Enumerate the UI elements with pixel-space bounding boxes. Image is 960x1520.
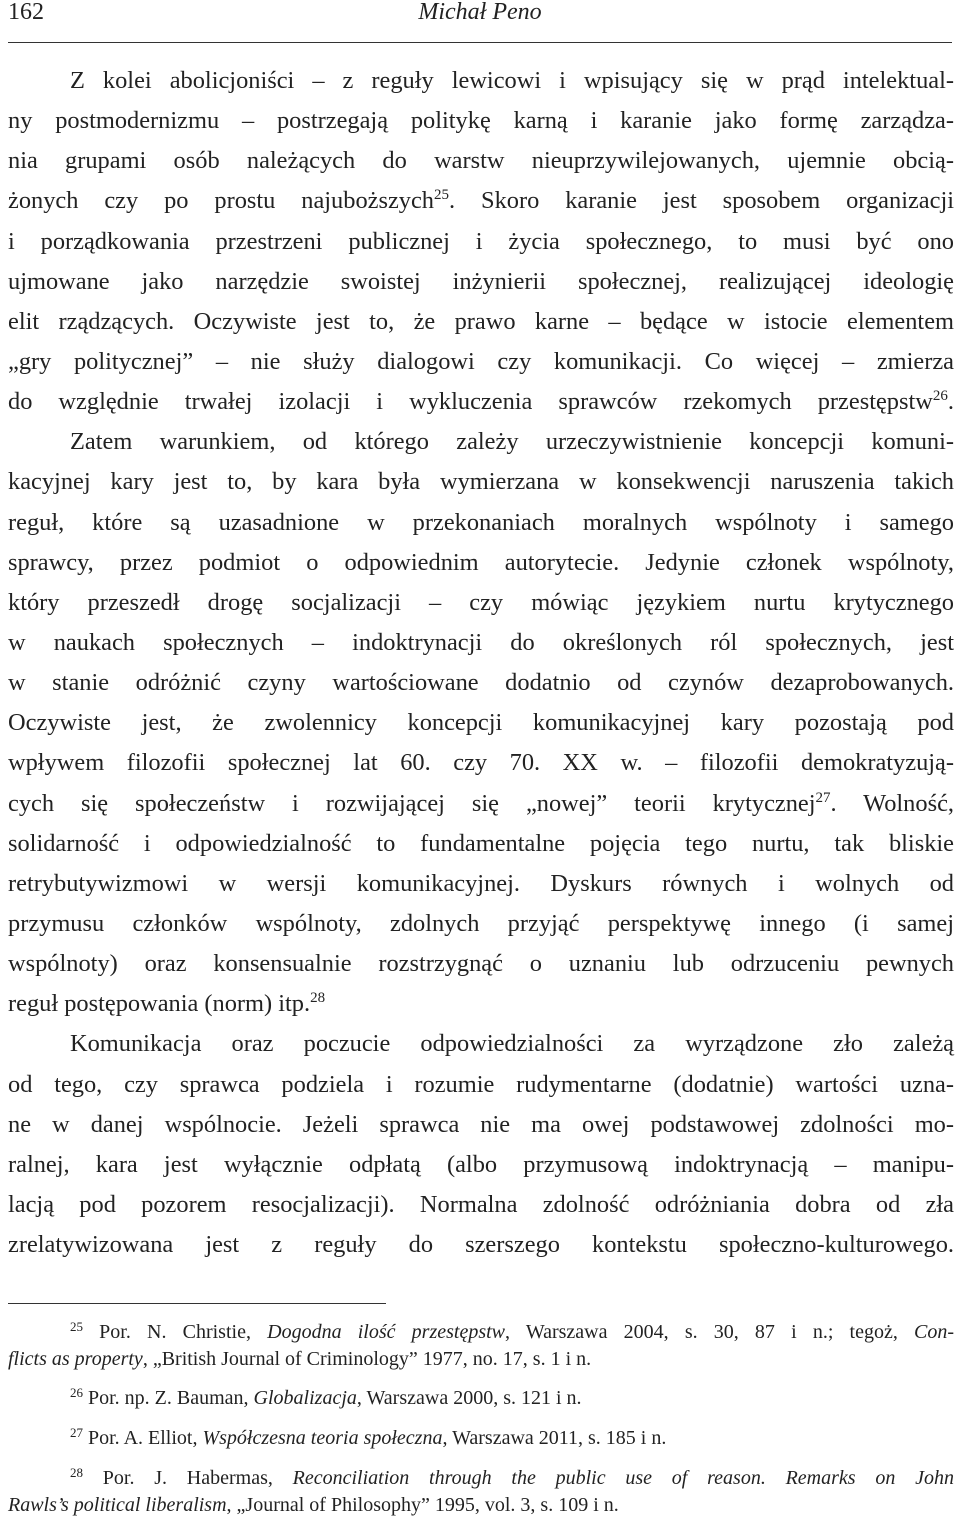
cited-title: Reconciliation through the public use of reason. Remarks on John xyxy=(292,1467,954,1489)
footnote-line xyxy=(8,1385,954,1412)
text-line: wpływem filozofii społecznej lat 60. czy 70. XX w. – filozofii demokratyzują- xyxy=(8,749,954,777)
footnote-text: , Warszawa 2000, s. 121 i n. xyxy=(356,1387,582,1409)
running-head: Michał Peno xyxy=(418,0,542,25)
text-line: ny postmodernizmu – postrzegają politykę karną i karanie jako formę zarządza- xyxy=(8,107,954,135)
footnote-separator xyxy=(8,1303,386,1304)
text-line: lacją pod pozorem resocjalizacji). Normalna zdolność odróżniania dobra od zła xyxy=(8,1190,954,1218)
footnote-number: 28 xyxy=(70,1465,83,1480)
text-line: Z kolei abolicjoniści – z reguły lewicowi i wpisujący się w prąd intelektual- xyxy=(70,67,954,94)
text-line: „gry politycznej” – nie służy dialogowi czy komunikacji. Co więcej – zmierza xyxy=(8,347,954,375)
footnote-ref: 27 xyxy=(815,789,831,806)
text-line: nia grupami osób należących do warstw nieuprzywilejowanych, ujemnie obcią- xyxy=(8,147,954,175)
text-line: solidarność i odpowiedzialność to fundamentalne pojęcia tego nurtu, tak bliskie xyxy=(8,829,954,857)
footnote-number: 25 xyxy=(70,1319,83,1334)
cited-title: flicts as property xyxy=(8,1348,143,1370)
text-line: reguł postępowania (norm) itp.$^{28}$ xyxy=(8,990,326,1018)
footnote-line xyxy=(8,1319,954,1346)
footnote-line xyxy=(8,1346,954,1373)
body-text xyxy=(8,61,954,1265)
footnote-ref: 28 xyxy=(310,990,326,1007)
text-line: ne w danej wspólnocie. Jeżeli sprawca nie ma owej podstawowej zdolności mo- xyxy=(8,1110,954,1138)
text-line: do względnie trwałej izolacji i wykluczenia sprawców rzekomych przestępstw$^{26}$. xyxy=(8,388,954,416)
footnote-text: , „British Journal of Criminology” 1977, no. 17, s. 1 i n. xyxy=(142,1348,592,1370)
text-line: ralnej, kara jest wyłącznie odpłatą (albo przymusową indoktrynacją – manipu- xyxy=(8,1150,954,1178)
text-line: w stanie odróżnić czyny wartościowane dodatnio od czynów dezaprobowanych. xyxy=(8,669,954,697)
page-number: 162 xyxy=(8,0,44,25)
page-header xyxy=(8,0,952,43)
cited-title: Con- xyxy=(914,1321,955,1343)
cited-title: Globalizacja xyxy=(253,1387,357,1409)
text-line: Zatem warunkiem, od którego zależy urzeczywistnienie koncepcji komuni- xyxy=(70,428,954,456)
cited-title: Współczesna teoria społeczna xyxy=(202,1427,443,1449)
text-line: reguł, które są uzasadnione w przekonaniach moralnych wspólnoty i samego xyxy=(8,508,954,536)
text-line: ujmowane jako narzędzie swoistej inżynierii społecznej, realizującej ideologię xyxy=(8,267,954,295)
text-line: w naukach społecznych – indoktrynacji do określonych ról społecznych, jest xyxy=(8,628,954,656)
footnote-text: , Warszawa 2004, s. 30, 87 i n.; tegoż, xyxy=(505,1321,915,1343)
text-line: zrelatywizowana jest z reguły do szerszego kontekstu społeczno-kulturowego. xyxy=(8,1231,954,1259)
footnote-line xyxy=(8,1425,954,1452)
text-line: przymusu członków wspólnoty, zdolnych przyjąć perspektywę innego (i samej xyxy=(8,909,954,937)
footnote-text: Por. np. Z. Bauman, xyxy=(83,1387,254,1409)
footnote-line xyxy=(8,1465,954,1492)
text-line: kacyjnej kary jest to, by kara była wymierzana w konsekwencji naruszenia takich xyxy=(8,468,954,496)
footnote-text: Por. N. Christie, xyxy=(83,1321,268,1343)
text-line: Oczywiste jest, że zwolennicy koncepcji komunikacyjnej kary pozostają pod xyxy=(8,709,954,737)
footnote-number: 27 xyxy=(70,1425,83,1440)
footnote-line xyxy=(8,1492,954,1519)
footnote xyxy=(8,1425,954,1452)
footnote xyxy=(8,1319,954,1373)
text-line: i porządkowania przestrzeni publicznej i życia społecznego, to musi być ono xyxy=(8,227,954,255)
text-line: który przeszedł drogę socjalizacji – czy mówiąc językiem nurtu krytycznego xyxy=(8,588,954,616)
footnote-number: 26 xyxy=(70,1385,83,1400)
text-line: retrybutywizmowi w wersji komunikacyjnej. Dyskurs równych i wolnych od xyxy=(8,869,954,897)
text-line: Komunikacja oraz poczucie odpowiedzialności za wyrządzone zło zależą xyxy=(70,1030,954,1058)
cited-title: Rawls’s political liberalism xyxy=(8,1494,227,1516)
text-line: sprawcy, przez podmiot o odpowiednim autorytecie. Jedynie członek wspólnoty, xyxy=(8,548,954,576)
footnote-text: , „Journal of Philosophy” 1995, vol. 3, s. 109 i n. xyxy=(226,1494,619,1516)
footnote xyxy=(8,1465,954,1519)
text-line: żonych czy po prostu najuboższych$^{25}$. Skoro karanie jest sposobem organizacji xyxy=(8,187,955,215)
cited-title: Dogodna ilość przestępstw xyxy=(267,1321,506,1343)
footnote xyxy=(8,1385,954,1412)
footnote-ref: 25 xyxy=(434,187,450,204)
footnote-text: , Warszawa 2011, s. 185 i n. xyxy=(442,1427,667,1449)
text-line: elit rządzących. Oczywiste jest to, że prawo karne – będące w istocie elementem xyxy=(8,307,954,335)
text-line: cych się społeczeństw i rozwijającej się „nowej” teorii krytycznej$^{27}$. Wolność, xyxy=(8,789,954,817)
footnote-ref: 26 xyxy=(932,388,948,405)
text-line: wspólnoty) oraz konsensualnie rozstrzygnąć o uznaniu lub odrzuceniu pewnych xyxy=(8,950,954,978)
footnote-text: Por. J. Habermas, xyxy=(83,1467,293,1489)
footnote-text: Por. A. Elliot, xyxy=(83,1427,203,1449)
text-line: od tego, czy sprawca podziela i rozumie rudymentarne (dodatnie) wartości uzna- xyxy=(8,1070,954,1098)
